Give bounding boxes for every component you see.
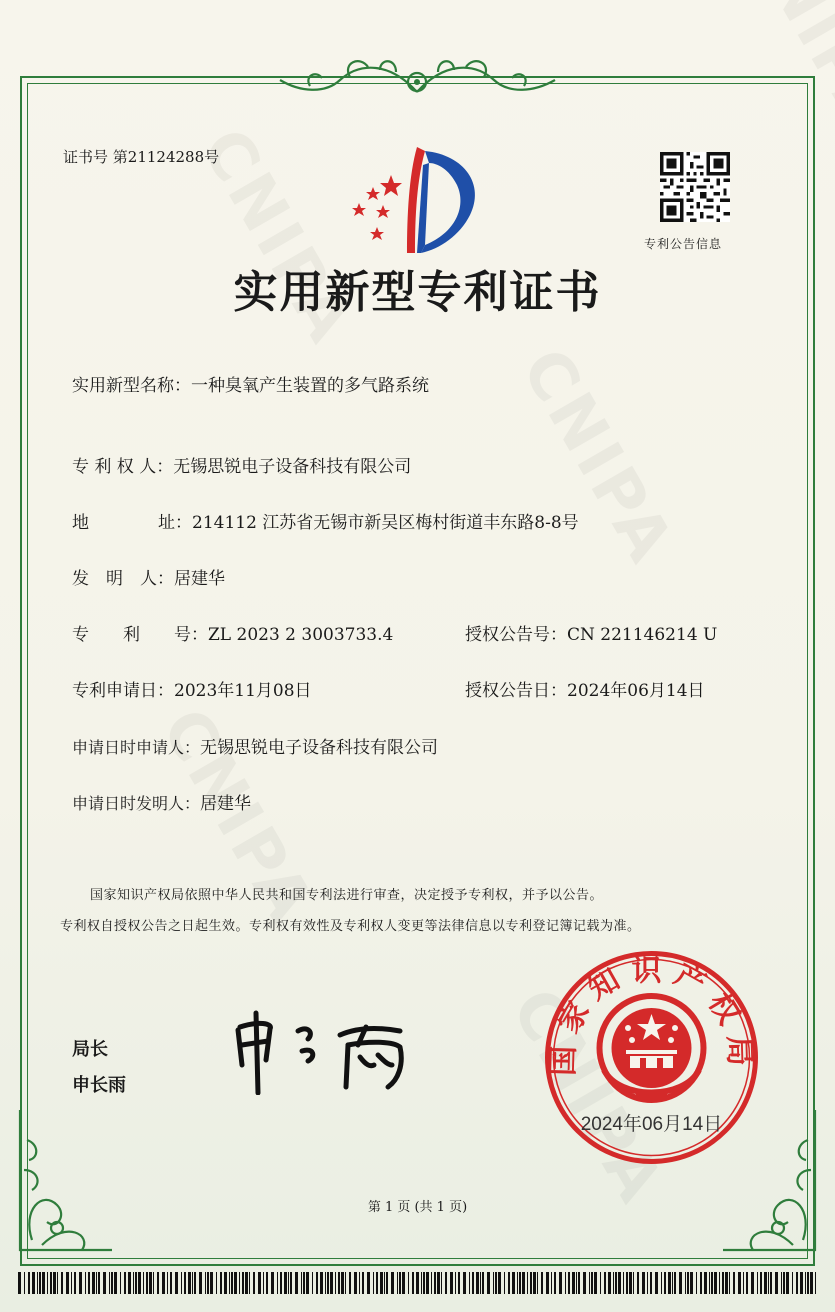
director-name: 申长雨 — [72, 1075, 126, 1096]
field-label: 专 利 号： — [72, 625, 208, 645]
director-title: 局长 — [72, 1039, 108, 1060]
field-value: ZL 2023 2 3003733.4 — [208, 625, 394, 645]
certificate-number-value: 第21124288号 — [112, 148, 220, 166]
field-value: 无锡思锐电子设备科技有限公司 — [200, 738, 439, 758]
field-label: 专 利 权 人： — [72, 457, 174, 477]
notice-line-2: 专利权自授权公告之日起生效。专利权有效性及专利权人变更等法律信息以专利登记簿记载为准。 — [60, 919, 641, 934]
field-address — [72, 508, 579, 533]
corner-ornament-left — [12, 1110, 122, 1260]
field-value: 无锡思锐电子设备科技有限公司 — [173, 457, 412, 477]
page-number: 第 1 页 (共 1 页) — [367, 1200, 468, 1215]
qr-caption: 专利公告信息 — [644, 237, 723, 251]
field-patentee — [72, 452, 411, 477]
field-label: 地 — [72, 513, 89, 533]
qr-code[interactable] — [660, 152, 730, 222]
director-signature — [228, 1005, 428, 1095]
notice-line-1: 国家知识产权局依照中华人民共和国专利法进行审查，决定授予专利权，并予以公告。 — [90, 888, 604, 903]
field-label: 实用新型名称： — [72, 376, 191, 396]
field-value: 居建华 — [174, 569, 225, 589]
field-grant-publication-date — [465, 676, 705, 701]
field-label: 授权公告号： — [465, 625, 567, 645]
cnipa-logo — [345, 145, 485, 255]
field-applicant-at-filing — [72, 733, 438, 758]
field-label: 申请日时申请人： — [72, 738, 201, 757]
top-ornament — [270, 52, 565, 104]
seal-date: 2024年06月14日 — [580, 1114, 723, 1135]
field-inventor-at-filing — [72, 789, 251, 814]
field-value: 2024年06月14日 — [567, 681, 705, 701]
field-label: 申请日时发明人： — [72, 794, 201, 813]
field-value: 2023年11月08日 — [174, 681, 312, 701]
field-label: 发 明 人： — [72, 569, 174, 589]
official-seal — [544, 950, 759, 1165]
barcode — [18, 1272, 818, 1294]
field-value: 一种臭氧产生装置的多气路系统 — [191, 376, 429, 396]
field-label: 址： — [158, 513, 192, 533]
national-emblem — [600, 996, 704, 1100]
field-inventor — [72, 564, 225, 589]
page-title: 实用新型专利证书 — [233, 267, 602, 318]
field-utility-name — [72, 371, 429, 396]
seal-ring-text: 国家知识产权局 — [545, 953, 758, 1077]
field-value: CN 221146214 U — [567, 625, 718, 645]
field-grant-publication-number — [465, 620, 717, 645]
field-filing-date — [72, 676, 312, 701]
field-label: 授权公告日： — [465, 681, 567, 701]
certificate-number — [63, 146, 219, 167]
field-patent-number — [72, 620, 393, 645]
field-value: 居建华 — [200, 794, 252, 814]
field-label: 专利申请日： — [72, 681, 174, 701]
certificate-number-label: 证书号 — [63, 148, 109, 166]
field-value: 214112 江苏省无锡市新吴区梅村街道丰东路8-8号 — [192, 513, 579, 533]
